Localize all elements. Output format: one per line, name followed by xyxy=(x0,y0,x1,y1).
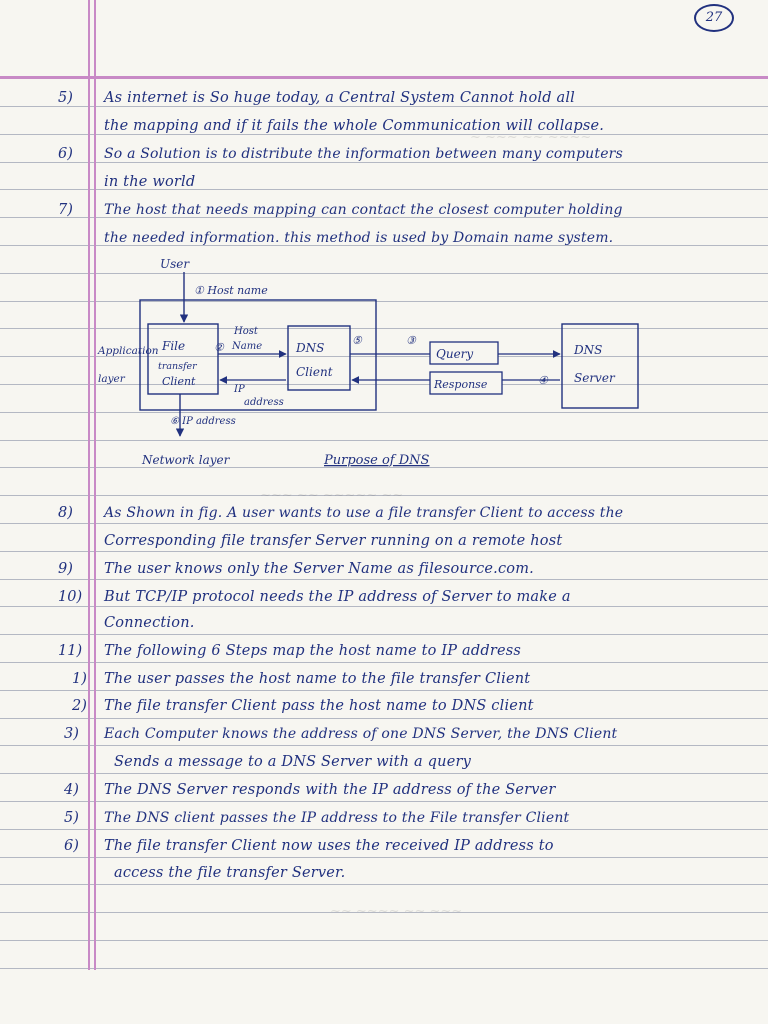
rule-line xyxy=(0,773,768,774)
text-line: the needed information. this method is used by Domain name system. xyxy=(104,230,614,246)
text-line: So a Solution is to distribute the information between many computers xyxy=(104,146,623,162)
text-line: Corresponding file transfer Server running on a remote host xyxy=(104,533,563,549)
rule-line xyxy=(0,884,768,885)
rule-line xyxy=(0,634,768,635)
line-number: 6) xyxy=(58,146,73,162)
rule-line xyxy=(0,829,768,830)
bleed-through: ~~~ ~~ ~~~~~ ~~ xyxy=(260,488,404,503)
line-number: 5) xyxy=(64,810,79,826)
ftc-line2: transfer xyxy=(158,361,197,372)
network-layer-label: Network layer xyxy=(142,453,230,467)
text-line: The user passes the host name to the file transfer Client xyxy=(104,671,531,687)
ip-label: IP xyxy=(234,384,245,395)
text-line: As internet is So huge today, a Central System Cannot hold all xyxy=(104,90,576,106)
bleed-through: ~~ ~~~~ ~~ ~~~ xyxy=(330,904,463,919)
line-number: 6) xyxy=(64,838,79,854)
rule-line xyxy=(0,690,768,691)
bleed-through: ~ ~~~ ~~ ~~~~ xyxy=(470,130,592,145)
rule-line xyxy=(0,606,768,607)
text-line: Each Computer knows the address of one DNS Server, the DNS Client xyxy=(104,726,618,742)
text-line: The file transfer Client pass the host name to DNS client xyxy=(104,698,534,714)
user-label: User xyxy=(160,257,190,271)
rule-line xyxy=(0,940,768,941)
text-line: The file transfer Client now uses the received IP address to xyxy=(104,838,554,854)
text-line: The DNS Server responds with the IP address of the Server xyxy=(104,782,556,798)
left-margin-line-inner xyxy=(94,0,96,970)
rule-line xyxy=(0,579,768,580)
rule-line xyxy=(0,968,768,969)
text-line: The host that needs mapping can contact the closest computer holding xyxy=(104,202,623,218)
page-number: 27 xyxy=(694,4,734,32)
line-number: 8) xyxy=(58,505,73,521)
dns-diagram xyxy=(0,250,768,480)
text-line: As Shown in fig. A user wants to use a file transfer Client to access the xyxy=(104,505,624,521)
dns-client-line2: Client xyxy=(296,365,333,379)
line-number: 7) xyxy=(58,202,73,218)
step6-label: ⑥ IP address xyxy=(170,416,236,427)
rule-line xyxy=(0,718,768,719)
ftc-line1: File xyxy=(162,339,186,353)
text-line: the mapping and if it fails the whole Communication will collapse. xyxy=(104,118,605,134)
step4-label: ④ xyxy=(538,374,548,387)
text-line: The following 6 Steps map the host name to IP address xyxy=(104,643,522,659)
rule-line xyxy=(0,551,768,552)
dns-server-box xyxy=(562,324,638,408)
rule-line xyxy=(0,134,768,135)
rule-line xyxy=(0,106,768,107)
rule-line xyxy=(0,662,768,663)
ftc-line3: Client xyxy=(162,375,196,388)
rule-line xyxy=(0,162,768,163)
top-margin-line xyxy=(0,76,768,79)
line-number: 4) xyxy=(64,782,79,798)
query-label: Query xyxy=(436,347,474,361)
rule-line xyxy=(0,857,768,858)
line-number: 1) xyxy=(72,671,87,687)
dns-server-line1: DNS xyxy=(574,343,603,357)
host-label: Host xyxy=(234,326,258,337)
step3-label: ③ xyxy=(406,334,416,347)
text-line: Sends a message to a DNS Server with a query xyxy=(114,754,472,770)
step1-label: ① Host name xyxy=(194,284,268,297)
rule-line xyxy=(0,523,768,524)
line-number: 5) xyxy=(58,90,73,106)
dns-client-line1: DNS xyxy=(296,341,325,355)
layer-label: layer xyxy=(98,373,125,385)
step2-label: ② xyxy=(214,341,224,354)
text-line: Connection. xyxy=(104,615,195,631)
text-line: access the file transfer Server. xyxy=(114,865,346,881)
line-number: 11) xyxy=(58,643,83,659)
step5-label: ⑤ xyxy=(352,334,362,347)
rule-line xyxy=(0,801,768,802)
line-number: 9) xyxy=(58,561,73,577)
left-margin-line xyxy=(88,0,90,970)
dns-server-line2: Server xyxy=(574,371,615,385)
line-number: 10) xyxy=(58,589,83,605)
name-label: Name xyxy=(232,341,263,352)
application-label: Application xyxy=(98,345,159,357)
rule-line xyxy=(0,745,768,746)
text-line: The DNS client passes the IP address to the File transfer Client xyxy=(104,810,570,826)
text-line: But TCP/IP protocol needs the IP address of Server to make a xyxy=(104,589,571,605)
text-line: in the world xyxy=(104,174,196,190)
diagram-caption: Purpose of DNS xyxy=(324,453,430,468)
line-number: 2) xyxy=(72,698,87,714)
address-label: address xyxy=(244,397,284,408)
dns-client-box xyxy=(288,326,350,390)
line-number: 3) xyxy=(64,726,79,742)
text-line: The user knows only the Server Name as filesource.com. xyxy=(104,561,534,577)
response-label: Response xyxy=(434,378,488,391)
